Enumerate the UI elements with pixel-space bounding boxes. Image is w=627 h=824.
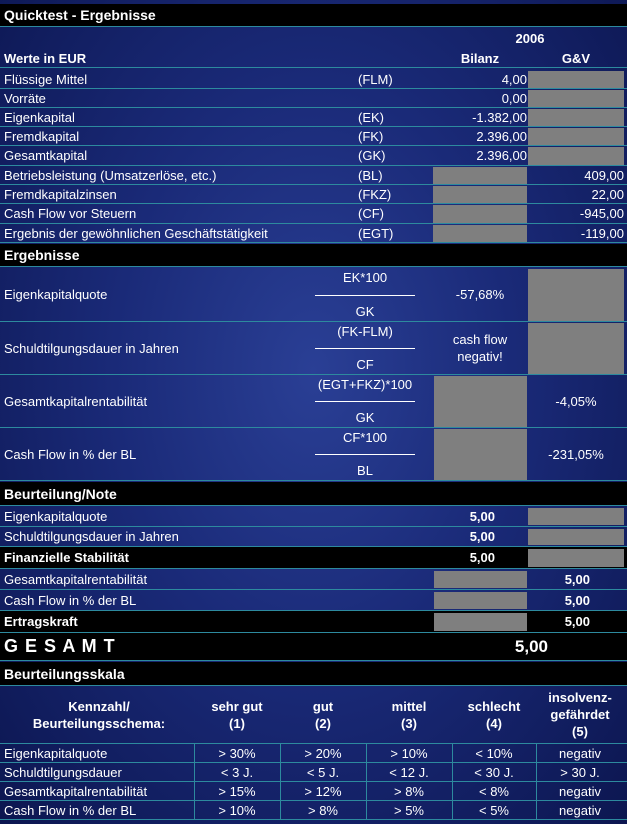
result-label: Gesamtkapitalrentabilität [4,393,148,409]
scale-cell: < 12 J. [389,764,429,780]
fraction-line [315,295,415,296]
gray-cell [528,109,624,126]
result-row [0,428,627,481]
scale-title: Beurteilungsskala [4,665,125,682]
scale-cell: < 30 J. [474,764,514,780]
gray-cell [433,186,527,203]
scale-cell: > 8% [308,802,338,818]
rating-label: Gesamtkapitalrentabilität [4,571,148,587]
guv-value: 22,00 [591,186,624,202]
col-bilanz: Bilanz [460,50,500,66]
gray-cell [528,549,624,567]
gray-cell [434,592,527,609]
input-row [0,70,627,89]
scale-row [0,744,627,763]
gray-cell [528,529,624,545]
rating-stability-row [0,547,627,569]
page-title: Quicktest - Ergebnisse [4,7,156,23]
input-abbr: (EGT) [358,225,394,241]
result-guv-value: -231,05% [548,446,604,462]
scale-cell: > 8% [394,783,424,799]
formula-denominator: GK [355,304,375,319]
column-header [0,28,627,68]
gray-cell [528,269,624,321]
input-abbr: (BL) [358,167,383,183]
scale-row-label: Eigenkapitalquote [4,745,108,761]
input-row [0,204,627,224]
input-label: Fremdkapitalzinsen [4,186,117,202]
scale-cell: negativ [559,745,601,761]
gray-cell [434,613,527,631]
fraction-line [315,348,415,349]
gray-cell [528,90,624,107]
input-abbr: (GK) [358,148,386,163]
gray-cell [528,71,624,88]
gray-cell [528,147,624,165]
total-label: G E S A M T [4,636,116,656]
gray-cell [434,376,527,427]
scale-column-header [0,686,627,744]
scale-cell: > 15% [218,783,256,799]
gray-cell [528,508,624,525]
scale-row [0,782,627,801]
input-abbr: (FLM) [358,71,393,87]
input-label: Flüssige Mittel [4,71,88,87]
result-guv-value: -4,05% [555,393,597,409]
input-row [0,224,627,243]
scale-row-label: Cash Flow in % der BL [4,802,137,818]
col-guv: G&V [561,50,591,66]
gray-cell [433,225,527,242]
scale-row [0,801,627,820]
rating-label: Schuldtilgungsdauer in Jahren [4,529,179,544]
scale-cell: > 10% [218,802,256,818]
scale-cell: < 8% [479,783,509,799]
input-abbr: (CF) [358,206,384,221]
result-row [0,322,627,375]
rating-value: 5,00 [469,550,495,565]
scale-row-label: Schuldtilgungsdauer [4,764,122,780]
gray-cell [433,167,527,184]
result-row [0,375,627,428]
input-label: Vorräte [4,90,46,106]
input-abbr: (FKZ) [358,186,392,202]
rating-schuld-row [0,527,627,547]
bilanz-value: -1.382,00 [472,109,527,125]
rating-title: Beurteilung/Note [4,485,117,502]
formula-denominator: CF [356,357,374,372]
formula [313,322,417,374]
scale-column-5: insolvenz- gefährdet (5) [548,690,612,739]
input-row [0,166,627,185]
formula-numerator: CF*100 [342,430,388,445]
rating-label: Ertragskraft [4,614,78,629]
input-label: Ergebnis der gewöhnlichen Geschäftstätigkeit [4,225,268,241]
gray-cell [433,205,527,223]
scale-cell: < 10% [475,745,513,761]
rating-label: Cash Flow in % der BL [4,592,137,608]
scale-cell: > 30 J. [560,764,600,780]
input-label: Eigenkapital [4,109,75,125]
input-abbr: (FK) [358,128,384,144]
gray-cell [528,323,624,374]
scale-column-4: schlecht (4) [467,698,521,731]
scale-header [0,662,627,686]
rating-header [0,482,627,506]
input-abbr: (EK) [358,109,384,125]
gray-cell [434,429,527,480]
formula-numerator: (FK-FLM) [337,324,393,339]
input-label: Gesamtkapital [4,148,88,163]
rating-gk-row [0,569,627,590]
scale-cell: < 3 J. [220,764,254,780]
input-row [0,108,627,127]
rating-ek-row [0,506,627,527]
formula [313,375,417,427]
gray-cell [434,571,527,588]
rating-value: 5,00 [469,508,495,524]
scale-column-1: sehr gut (1) [211,698,263,731]
bilanz-value: 0,00 [501,90,527,106]
result-bilanz-value: cash flow negativ! [452,332,508,364]
year-label: 2006 [515,30,545,46]
scale-cell: negativ [559,802,601,818]
rating-value: 5,00 [564,592,590,608]
formula [313,268,417,321]
title-bar [0,4,627,27]
input-label: Fremdkapital [4,128,80,144]
result-label: Eigenkapitalquote [4,287,108,302]
scale-cell: < 5 J. [306,764,340,780]
results-header [0,244,627,267]
scale-cell: < 5% [479,802,509,818]
result-row [0,268,627,322]
scale-cell: > 5% [394,802,424,818]
gray-cell [528,128,624,145]
formula-numerator: (EGT+FKZ)*100 [317,377,413,392]
formula [313,428,417,480]
input-row [0,146,627,166]
input-row [0,127,627,146]
scale-cell: > 10% [390,745,428,761]
formula-numerator: EK*100 [342,270,388,285]
input-label: Cash Flow vor Steuern [4,206,137,221]
fraction-line [315,454,415,455]
scale-row [0,763,627,782]
fraction-line [315,401,415,402]
formula-denominator: BL [357,463,373,478]
bilanz-value: 2.396,00 [476,148,527,163]
result-bilanz-value: -57,68% [455,287,505,302]
results-title: Ergebnisse [4,247,80,263]
scale-cell: negativ [559,783,601,799]
scale-cell: > 20% [304,745,342,761]
input-label: Betriebsleistung (Umsatzerlöse, etc.) [4,167,217,183]
rating-value: 5,00 [564,614,590,629]
scale-cell: > 30% [218,745,256,761]
total-value: 5,00 [514,636,548,656]
rating-value: 5,00 [469,529,495,544]
rating-label: Finanzielle Stabilität [4,550,129,565]
total-row [0,633,627,661]
input-row [0,89,627,108]
values-label: Werte in EUR [4,50,87,66]
rating-cf-row [0,590,627,611]
result-label: Cash Flow in % der BL [4,446,137,462]
guv-value: -945,00 [579,206,624,221]
result-label: Schuldtilgungsdauer in Jahren [4,340,179,356]
guv-value: -119,00 [580,225,624,241]
bilanz-value: 4,00 [501,71,527,87]
guv-value: 409,00 [584,167,624,183]
scale-head-label: Kennzahl/ Beurteilungsschema: [32,698,166,731]
input-row [0,185,627,204]
scale-cell: > 12% [304,783,342,799]
rating-value: 5,00 [564,571,590,587]
rating-label: Eigenkapitalquote [4,508,108,524]
scale-column-3: mittel (3) [391,698,427,731]
scale-row-label: Gesamtkapitalrentabilität [4,783,148,799]
scale-column-2: gut (2) [312,698,334,731]
rating-ertrag-row [0,611,627,633]
bilanz-value: 2.396,00 [476,128,527,144]
formula-denominator: GK [355,410,375,425]
